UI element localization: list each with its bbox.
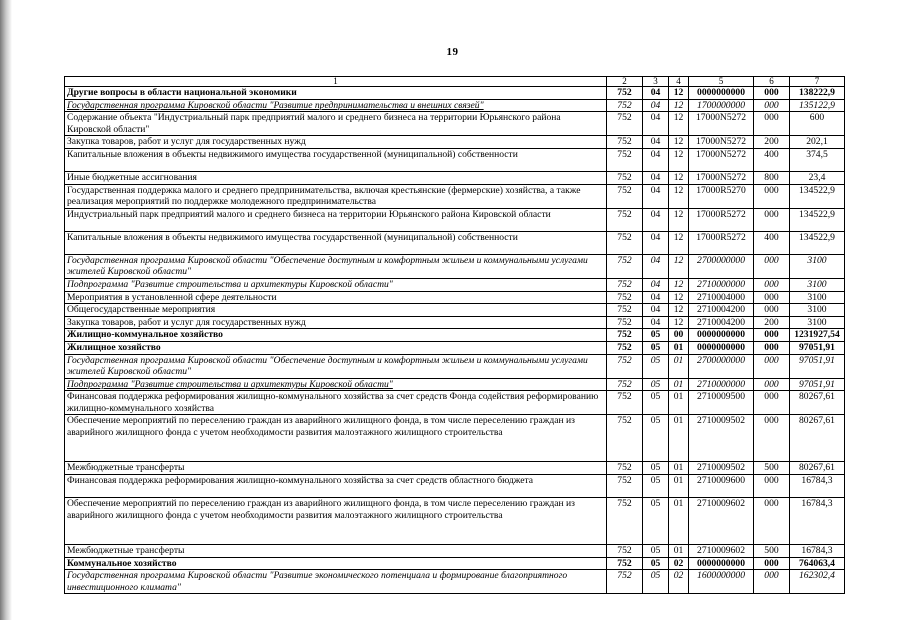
row-code-cell-3: 04 [643,278,669,291]
row-code-cell-6: 000 [754,278,790,291]
page-bottom-margin [0,620,905,640]
column-header: 7 [790,77,845,87]
row-code-cell-7: 97051,91 [790,378,845,391]
table-row [65,378,845,391]
row-code-cell-5: 2710009600 [689,475,754,498]
row-code-cell-6: 200 [754,136,790,149]
row-code-cell-6: 000 [754,557,790,570]
row-code-cell-7: 3100 [790,291,845,304]
row-code-cell-3: 05 [643,415,669,462]
row-code-cell-6: 000 [754,415,790,462]
row-code-cell-2: 752 [607,391,643,415]
row-code-cell-5: 2710009502 [689,415,754,462]
row-code-cell-7: 138222,9 [790,87,845,100]
row-name-cell: Капитальные вложения в объекты недвижимого имущества государственной (муниципальной) собственности [65,148,607,171]
row-name-cell: Государственная программа Кировской области "Развитие предпринимательства и внешних связей" [65,99,607,112]
table-row [65,136,845,149]
column-header: 6 [754,77,790,87]
row-code-cell-7: 16784,3 [790,545,845,558]
row-code-cell-2: 752 [607,208,643,231]
row-code-cell-7: 16784,3 [790,475,845,498]
row-code-cell-4: 12 [669,304,689,317]
row-code-cell-3: 04 [643,231,669,254]
row-code-cell-2: 752 [607,112,643,136]
row-code-cell-6: 000 [754,498,790,545]
row-name-cell: Финансовая поддержка реформирования жилищно-коммунального хозяйства за счет средств Фонда содействия реформированию жилищно-коммунального хозяйства [65,391,607,415]
row-name-cell: Иные бюджетные ассигнования [65,171,607,184]
budget-table [64,76,845,594]
row-code-cell-3: 04 [643,136,669,149]
row-name-cell: Государственная поддержка малого и среднего предпринимательства, включая крестьянские (фермерские) хозяйства, а также реализация мероприятий по поддержке молодежного предпринимательства [65,184,607,208]
row-code-cell-7: 3100 [790,254,845,278]
row-code-cell-3: 05 [643,462,669,475]
row-code-cell-4: 12 [669,148,689,171]
row-code-cell-3: 04 [643,171,669,184]
row-code-cell-7: 134522,9 [790,208,845,231]
row-code-cell-6: 000 [754,391,790,415]
row-code-cell-4: 12 [669,208,689,231]
row-code-cell-7: 23,4 [790,171,845,184]
table-row [65,354,845,378]
row-name-cell: Капитальные вложения в объекты недвижимого имущества государственной (муниципальной) собственности [65,231,607,254]
table-row [65,278,845,291]
row-name-cell: Закупка товаров, работ и услуг для государственных нужд [65,136,607,149]
table-row [65,329,845,342]
row-code-cell-4: 12 [669,99,689,112]
table-row [65,112,845,136]
row-code-cell-5: 0000000000 [689,329,754,342]
row-code-cell-4: 12 [669,254,689,278]
row-code-cell-2: 752 [607,354,643,378]
row-code-cell-7: 162302,4 [790,570,845,594]
row-name-cell: Содержание объекта "Индустриальный парк предприятий малого и среднего бизнеса на территории Юрьянского района Кировской области" [65,112,607,136]
row-code-cell-7: 1231927,54 [790,329,845,342]
table-row [65,231,845,254]
row-code-cell-4: 01 [669,354,689,378]
row-name-cell: Государственная программа Кировской области "Развитие экономического потенциала и формирование благоприятного инвестиционного климата" [65,570,607,594]
row-code-cell-2: 752 [607,278,643,291]
row-code-cell-3: 05 [643,557,669,570]
row-code-cell-4: 12 [669,112,689,136]
row-name-cell: Подпрограмма "Развитие строительства и архитектуры Кировской области" [65,278,607,291]
row-code-cell-5: 17000N5272 [689,171,754,184]
row-name-cell: Государственная программа Кировской области "Обеспечение доступным и комфортным жильем и коммунальными услугами жителей Кировской области" [65,354,607,378]
row-code-cell-4: 01 [669,391,689,415]
table-row [65,557,845,570]
row-code-cell-2: 752 [607,254,643,278]
row-code-cell-5: 2700000000 [689,354,754,378]
row-code-cell-2: 752 [607,184,643,208]
table-row [65,475,845,498]
row-code-cell-5: 17000N5272 [689,136,754,149]
row-name-cell: Государственная программа Кировской области "Обеспечение доступным и комфортным жильем и коммунальными услугами жителей Кировской области" [65,254,607,278]
row-code-cell-5: 2700000000 [689,254,754,278]
row-code-cell-5: 2710009602 [689,545,754,558]
row-code-cell-5: 2710004200 [689,316,754,329]
row-code-cell-5: 17000N5272 [689,148,754,171]
row-code-cell-6: 400 [754,231,790,254]
table-row [65,87,845,100]
row-code-cell-7: 16784,3 [790,498,845,545]
row-code-cell-6: 000 [754,291,790,304]
row-name-cell: Финансовая поддержка реформирования жилищно-коммунального хозяйства за счет средств областного бюджета [65,475,607,498]
row-code-cell-3: 04 [643,291,669,304]
row-code-cell-5: 2710000000 [689,278,754,291]
row-name-cell: Мероприятия в установленной сфере деятельности [65,291,607,304]
row-code-cell-4: 02 [669,557,689,570]
row-code-cell-3: 04 [643,148,669,171]
row-code-cell-6: 000 [754,378,790,391]
row-code-cell-5: 0000000000 [689,341,754,354]
row-code-cell-3: 04 [643,316,669,329]
row-code-cell-4: 12 [669,278,689,291]
row-code-cell-2: 752 [607,148,643,171]
row-code-cell-2: 752 [607,341,643,354]
row-code-cell-5: 2710004000 [689,291,754,304]
row-code-cell-2: 752 [607,415,643,462]
row-code-cell-6: 000 [754,208,790,231]
row-code-cell-5: 1600000000 [689,570,754,594]
row-code-cell-6: 000 [754,99,790,112]
row-code-cell-6: 000 [754,254,790,278]
row-code-cell-3: 05 [643,475,669,498]
row-code-cell-2: 752 [607,136,643,149]
row-code-cell-5: 0000000000 [689,557,754,570]
row-code-cell-3: 04 [643,87,669,100]
row-code-cell-5: 17000R5270 [689,184,754,208]
row-code-cell-7: 135122,9 [790,99,845,112]
row-code-cell-4: 01 [669,498,689,545]
row-code-cell-4: 01 [669,475,689,498]
row-code-cell-2: 752 [607,171,643,184]
table-row [65,316,845,329]
row-code-cell-5: 2710009602 [689,498,754,545]
row-code-cell-7: 202,1 [790,136,845,149]
row-code-cell-3: 05 [643,378,669,391]
table-row [65,462,845,475]
row-code-cell-6: 500 [754,545,790,558]
row-code-cell-2: 752 [607,498,643,545]
table-row [65,291,845,304]
row-code-cell-5: 2710009500 [689,391,754,415]
row-code-cell-4: 01 [669,341,689,354]
row-name-cell: Обеспечение мероприятий по переселению граждан из аварийного жилищного фонда, в том числе переселению граждан из аварийного жилищного фонда с учетом необходимости развития малоэтажного жилищного строительства [65,498,607,545]
row-code-cell-4: 12 [669,291,689,304]
row-code-cell-2: 752 [607,475,643,498]
row-code-cell-3: 04 [643,184,669,208]
row-code-cell-6: 000 [754,354,790,378]
row-code-cell-2: 752 [607,462,643,475]
row-code-cell-5: 17000R5272 [689,208,754,231]
row-code-cell-7: 600 [790,112,845,136]
page-number: 19 [446,46,459,58]
table-row [65,391,845,415]
row-code-cell-5: 0000000000 [689,87,754,100]
row-code-cell-5: 2710009502 [689,462,754,475]
row-name-cell: Закупка товаров, работ и услуг для государственных нужд [65,316,607,329]
row-code-cell-3: 04 [643,99,669,112]
row-name-cell: Общегосударственные мероприятия [65,304,607,317]
row-code-cell-2: 752 [607,87,643,100]
row-code-cell-6: 000 [754,341,790,354]
row-code-cell-3: 05 [643,570,669,594]
row-code-cell-6: 000 [754,87,790,100]
row-code-cell-6: 200 [754,316,790,329]
row-code-cell-7: 3100 [790,278,845,291]
table-row [65,184,845,208]
row-code-cell-7: 80267,61 [790,415,845,462]
row-code-cell-6: 800 [754,171,790,184]
row-code-cell-4: 12 [669,87,689,100]
table-row [65,341,845,354]
row-code-cell-6: 500 [754,462,790,475]
row-code-cell-6: 000 [754,329,790,342]
row-name-cell: Подпрограмма "Развитие строительства и архитектуры Кировской области" [65,378,607,391]
row-code-cell-3: 04 [643,208,669,231]
row-code-cell-6: 000 [754,570,790,594]
row-code-cell-2: 752 [607,378,643,391]
row-code-cell-2: 752 [607,557,643,570]
row-name-cell: Жилищно-коммунальное хозяйство [65,329,607,342]
row-code-cell-3: 04 [643,254,669,278]
row-code-cell-4: 01 [669,378,689,391]
row-code-cell-4: 01 [669,462,689,475]
table-row [65,545,845,558]
table-row [65,415,845,462]
row-code-cell-5: 2710000000 [689,378,754,391]
row-code-cell-4: 12 [669,171,689,184]
row-code-cell-4: 00 [669,329,689,342]
row-code-cell-7: 80267,61 [790,391,845,415]
row-code-cell-2: 752 [607,570,643,594]
row-code-cell-3: 05 [643,354,669,378]
row-code-cell-6: 000 [754,304,790,317]
row-code-cell-4: 12 [669,231,689,254]
row-code-cell-7: 3100 [790,304,845,317]
table-row [65,254,845,278]
table-row [65,304,845,317]
row-code-cell-3: 04 [643,304,669,317]
row-code-cell-3: 05 [643,341,669,354]
row-code-cell-4: 02 [669,570,689,594]
scan-edge-shadow [0,0,12,640]
row-code-cell-7: 97051,91 [790,341,845,354]
row-name-cell: Другие вопросы в области национальной экономики [65,87,607,100]
row-code-cell-6: 000 [754,475,790,498]
row-name-cell: Коммунальное хозяйство [65,557,607,570]
column-header: 4 [669,77,689,87]
row-code-cell-7: 374,5 [790,148,845,171]
row-code-cell-2: 752 [607,99,643,112]
row-code-cell-5: 17000N5272 [689,112,754,136]
row-code-cell-7: 764063,4 [790,557,845,570]
table-row [65,171,845,184]
row-code-cell-2: 752 [607,304,643,317]
row-name-cell: Межбюджетные трансферты [65,462,607,475]
row-code-cell-4: 01 [669,415,689,462]
row-code-cell-5: 2710004200 [689,304,754,317]
row-code-cell-3: 05 [643,545,669,558]
row-code-cell-3: 05 [643,498,669,545]
column-header: 3 [643,77,669,87]
table-header-row [65,77,845,87]
row-name-cell: Обеспечение мероприятий по переселению граждан из аварийного жилищного фонда, в том числе переселению граждан из аварийного жилищного фонда с учетом необходимости развития малоэтажного жилищного строительства [65,415,607,462]
column-header: 5 [689,77,754,87]
row-code-cell-7: 134522,9 [790,231,845,254]
row-code-cell-2: 752 [607,316,643,329]
row-code-cell-5: 1700000000 [689,99,754,112]
row-name-cell: Жилищное хозяйство [65,341,607,354]
row-code-cell-2: 752 [607,545,643,558]
row-code-cell-4: 12 [669,316,689,329]
row-code-cell-7: 3100 [790,316,845,329]
row-code-cell-7: 134522,9 [790,184,845,208]
table-row [65,570,845,594]
row-code-cell-7: 97051,91 [790,354,845,378]
table-row [65,498,845,545]
row-name-cell: Межбюджетные трансферты [65,545,607,558]
row-code-cell-2: 752 [607,329,643,342]
row-code-cell-5: 17000R5272 [689,231,754,254]
row-code-cell-4: 01 [669,545,689,558]
row-code-cell-4: 12 [669,184,689,208]
row-code-cell-3: 05 [643,391,669,415]
row-code-cell-6: 000 [754,184,790,208]
column-header: 1 [65,77,607,87]
row-name-cell: Индустриальный парк предприятий малого и среднего бизнеса на территории Юрьянского района Кировской области [65,208,607,231]
row-code-cell-3: 05 [643,329,669,342]
column-header: 2 [607,77,643,87]
row-code-cell-3: 04 [643,112,669,136]
row-code-cell-6: 000 [754,112,790,136]
table-body [65,87,845,594]
row-code-cell-4: 12 [669,136,689,149]
table-row [65,148,845,171]
row-code-cell-7: 80267,61 [790,462,845,475]
table-row [65,208,845,231]
table-row [65,99,845,112]
row-code-cell-2: 752 [607,291,643,304]
row-code-cell-2: 752 [607,231,643,254]
row-code-cell-6: 400 [754,148,790,171]
